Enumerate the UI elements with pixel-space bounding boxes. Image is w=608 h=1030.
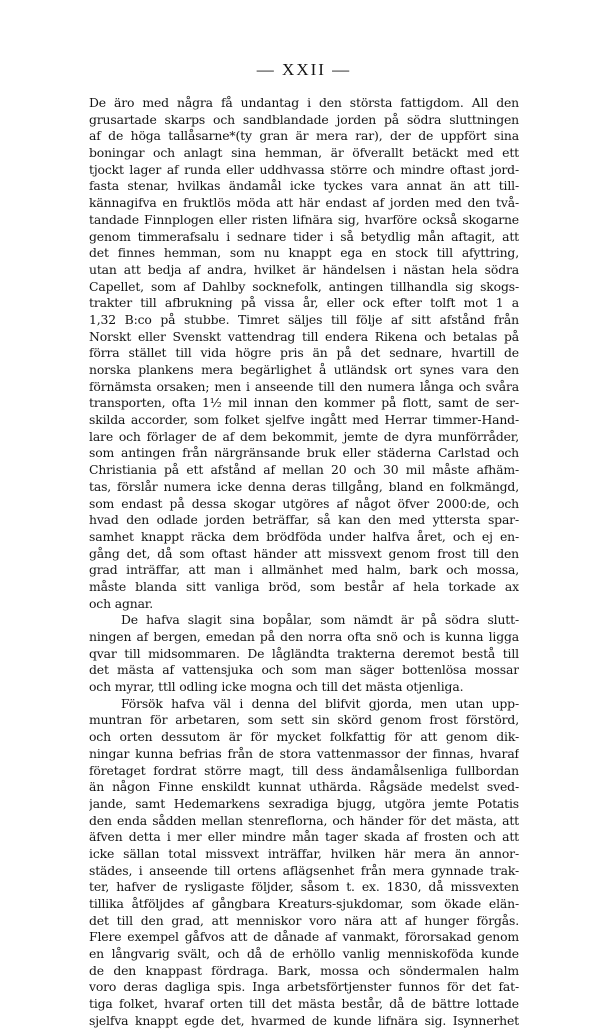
text-line: genom timmerafsalu i sednare tider i så betydlig mån aftagit, att (89, 228, 519, 244)
text-line: den enda sådden mellan stenreflorna, och händer för det mästa, att (89, 812, 519, 828)
body-text (89, 95, 519, 1030)
text-line: företaget fordrat större magt, till dess ändamålsenliga fullbordan (89, 762, 519, 778)
text-line: qvar till midsommaren. De lågländta trakterna deremot bestå till (89, 645, 519, 661)
text-line: förra stället till vida högre pris än på det sednare, hvartill de (89, 345, 519, 361)
text-line: kännagifva en fruktlös möda att här endast af jorden med den två- (89, 195, 519, 211)
text-line: ningen af bergen, emedan på den norra ofta snö och is kunna ligga (89, 629, 519, 644)
text-line: än någon Finne enskildt kunnat uthärda. Rågsäde medelst sved- (89, 779, 519, 795)
text-line: boningar och anlagt sina hemman, är öfverallt betäckt med ett (89, 145, 519, 161)
text-line: af de höga tallåsarne*(ty gran är mera rar), der de uppfört sina (89, 128, 519, 144)
text-line: som antingen från närgränsande bruk eller städerna Carlstad och (89, 445, 519, 461)
text-line: måste blanda sitt vanliga bröd, som består af hela torkade ax (89, 578, 519, 594)
text-line: och myrar, ttll odling icke mogna och till det mästa otjenliga. (89, 679, 464, 695)
text-line: Försök hafva väl i denna del blifvit gjorda, men utan upp- (121, 695, 519, 711)
text-line: De äro med några få undantag i den största fattigdom. All den (89, 95, 519, 110)
text-line: muntran för arbetaren, som sett sin skörd genom frost förstörd, (89, 712, 519, 728)
text-line: gång det, då som oftast händer att missvext genom frost till den (89, 545, 519, 561)
text-line: hvad den odlade jorden beträffar, så kan den med yttersta spar- (89, 512, 519, 528)
text-line: trakter till afbrukning på vissa år, eller ock efter tolft mot 1 a (89, 295, 519, 311)
text-line: 1,32 B:co på stubbe. Timret säljes till följe af sitt afstånd från (89, 311, 519, 327)
text-line: norska plankens mera begärlighet å utländsk ort synes vara den (89, 362, 519, 377)
text-line: transporten, ofta 1½ mil innan den kommer på flott, samt de ser- (89, 395, 519, 411)
text-line: städes, i anseende till ortens aflägsenhet från mera gynnade trak- (89, 862, 519, 878)
text-line: jande, samt Hedemarkens sexradiga bjugg, utgöra jemte Potatis (89, 795, 519, 811)
text-line: tiga folket, hvaraf orten till det mästa består, då de bättre lottade (89, 996, 519, 1012)
text-line: De hafva slagit sina bopålar, som nämdt är på södra slutt- (121, 612, 519, 628)
text-line: tandade Finnplogen eller risten lifnära sig, hvarföre också skogarne (89, 211, 519, 227)
text-line: fasta stenar, hvilkas ändamål icke tyckes vara annat än att till- (89, 178, 519, 194)
text-line: ter, hafver de rysligaste följder, såsom t. ex. 1830, då missvexten (89, 879, 519, 895)
text-line: grad inträffar, att man i allmänhet med halm, bark och mossa, (89, 562, 519, 578)
text-line: förnämsta orsaken; men i anseende till den numera långa och svåra (89, 378, 519, 394)
text-line: icke sällan total missvext inträffar, hvilken här mera än annor- (89, 845, 519, 861)
text-line: en långvarig svält, och då de erhöllo vanlig menniskoföda kunde (89, 946, 519, 962)
text-line: det till den grad, att menniskor voro nära att af hunger förgås. (89, 912, 519, 928)
text-line: tillika åtföljdes af gångbara Kreaturs-sjukdomar, som ökade elän- (89, 896, 519, 911)
text-line: tjockt lager af runda eller uddhvassa större och mindre oftast jord- (89, 161, 519, 177)
text-line: Christiania på ett afstånd af mellan 20 och 30 mil måste afhäm- (89, 462, 519, 478)
text-line: det mästa af vattensjuka och som man säger bottenlösa mossar (89, 662, 519, 678)
text-line: tas, förslår numera icke denna deras tillgång, bland en folkmängd, (89, 478, 519, 494)
text-line: skilda accorder, som folket sjelfve ingått med Herrar timmer-Hand- (89, 412, 519, 428)
text-line: grusartade skarps och sandblandade jorden på södra sluttningen (89, 111, 519, 127)
text-line: voro deras dagliga spis. Inga arbetsförtjenster funnos för det fat- (89, 979, 519, 995)
text-line: och agnar. (89, 595, 154, 611)
text-line: ningar kunna befrias från de stora vattenmassor der finnas, hvaraf (89, 745, 519, 761)
text-line: det finnes hemman, som nu knappt ega en stock till afyttring, (89, 245, 519, 261)
page-number-header: — XXII — (256, 60, 352, 79)
text-line: Norskt eller Svenskt vattendrag till endera Rikena och betalas på (89, 328, 519, 344)
text-line: samhet knappt räcka dem brödföda under halfva året, och ej en- (89, 528, 519, 544)
text-line: utan att bedja af andra, hvilket är händelsen i nästan hela södra (89, 261, 519, 277)
text-line: de den knappast fördraga. Bark, mossa och söndermalen halm (89, 962, 519, 978)
text-line: och orten dessutom är för mycket folkfattig för att genom dik- (89, 729, 519, 745)
text-line: som endast på dessa skogar utgöres af något öfver 2000:de, och (89, 495, 519, 511)
text-line: Capellet, som af Dahlby socknefolk, antingen tillhandla sig skogs- (89, 278, 519, 294)
text-line: sjelfva knappt egde det, hvarmed de kunde lifnära sig. Isynnerhet (89, 1012, 519, 1028)
text-line: Flere exempel gåfvos att de dånade af vanmakt, förorsakad genom (89, 929, 519, 945)
text-line: lare och förlager de af dem bekommit, jemte de dyra munförråder, (89, 428, 519, 444)
text-line: äfven detta i mer eller mindre mån tager skada af frosten och att (89, 829, 519, 845)
